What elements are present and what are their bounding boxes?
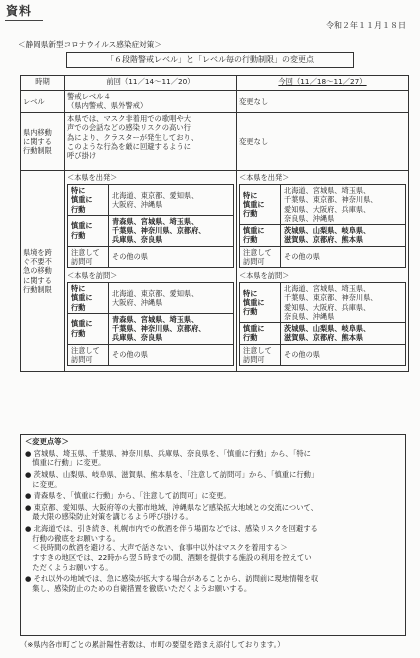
- text-line: 行動: [71, 204, 86, 214]
- text-line: 青森県、宮城県、埼玉県、: [112, 314, 199, 324]
- restriction-row: [240, 283, 406, 323]
- restriction-level-label: [240, 344, 281, 365]
- text-line: 訪問可: [243, 256, 265, 266]
- changes-title: ＜変更点等＞: [25, 437, 69, 446]
- level-label: レベル: [21, 91, 65, 113]
- text-line: 愛知県、大阪府、兵庫県、: [284, 302, 371, 312]
- change-item-line: ただくようお願いする。: [25, 562, 113, 572]
- prefecture-list: [109, 185, 234, 216]
- restriction-level-label: [68, 313, 109, 344]
- restriction-row: [68, 313, 234, 344]
- text-line: 千葉県、東京都、神奈川県、: [284, 293, 378, 303]
- text-line: 特に: [243, 288, 258, 298]
- cross-prefecture-row: [21, 171, 409, 372]
- restriction-row: [240, 344, 406, 365]
- text-line: 慎重に: [71, 195, 93, 205]
- restriction-level-label: [68, 283, 109, 314]
- change-item: [25, 449, 401, 468]
- restriction-level-label: [240, 225, 281, 246]
- prefecture-list: [109, 344, 234, 365]
- text-line: 県境を跨: [23, 247, 52, 257]
- text-line: その他の県: [112, 252, 148, 262]
- prev-visit-table: [67, 282, 234, 366]
- text-line: 大阪府、沖縄県: [112, 298, 163, 308]
- change-item-line: ● 宮城県、埼玉県、千葉県、神奈川県、兵庫県、奈良県を、「慎重に行動」から、「特に: [25, 448, 311, 458]
- prefecture-list: [109, 215, 234, 246]
- text-line: 注意して: [243, 247, 272, 257]
- change-item-line: ● 東京都、愛知県、大阪府等の大都市地域、沖縄県など感染拡大地域との交流について、: [25, 502, 318, 512]
- text-line: 特に: [243, 190, 258, 200]
- text-line: 行動: [71, 328, 86, 338]
- text-line: に関する: [23, 275, 52, 285]
- change-item: [25, 470, 401, 489]
- now-departure-heading: ＜本県を出発＞: [239, 173, 290, 182]
- change-item-line: ● 青森県を、「慎重に行動」から、「注意して訪問可」に変更。: [25, 491, 231, 501]
- text-line: 行動制限: [23, 146, 52, 156]
- change-item: [25, 574, 401, 593]
- prev-departure-heading: ＜本県を出発＞: [67, 173, 118, 182]
- level-row: [21, 91, 409, 113]
- change-item-line: 慎重に行動」に変更。: [25, 458, 106, 468]
- change-item-line: に変更。: [25, 479, 62, 489]
- restriction-row: [68, 344, 234, 365]
- prefecture-list: [281, 283, 406, 323]
- prefecture-list: [281, 344, 406, 365]
- text-line: 行動: [243, 333, 258, 343]
- restriction-row: [240, 323, 406, 344]
- prefecture-list: [281, 323, 406, 344]
- text-line: 特に: [71, 186, 86, 196]
- text-line: 行動: [243, 307, 258, 317]
- text-line: 大阪府、沖縄県: [112, 200, 163, 210]
- text-line: このような行為を厳に回避するように: [67, 141, 192, 151]
- movement-previous: [65, 113, 237, 171]
- comparison-table: [20, 75, 409, 372]
- text-line: 慎重に: [71, 293, 93, 303]
- text-line: 奈良県、沖縄県: [284, 311, 335, 321]
- text-line: 訪問可: [71, 354, 93, 364]
- text-line: 北海道、東京都、愛知県、: [112, 288, 199, 298]
- level-previous: [65, 91, 237, 113]
- changes-list: [25, 449, 401, 594]
- stamp-label: 資料: [6, 4, 33, 18]
- prev-departure-table: [67, 184, 234, 268]
- text-line: 注意して: [243, 345, 272, 355]
- text-line: 行動制限: [23, 284, 52, 294]
- text-line: 慎重に: [71, 221, 93, 231]
- text-line: 慎重に: [243, 226, 265, 236]
- text-line: その他の県: [284, 252, 320, 262]
- cross-previous-cell: [65, 171, 237, 372]
- text-line: 警戒レベル４: [67, 92, 111, 101]
- text-line: 北海道、宮城県、埼玉県、: [284, 186, 371, 196]
- prefecture-list: [281, 185, 406, 225]
- header-current: 今回（11／18～11／27）: [237, 76, 409, 91]
- text-line: 訪問可: [243, 354, 265, 364]
- change-item: [25, 491, 401, 501]
- change-item-line: ● それ以外の地域では、急に感染が拡大する場合があることから、訪問前に現地情報を収: [25, 574, 319, 584]
- text-line: 行動: [243, 209, 258, 219]
- text-line: 滋賀県、京都府、熊本県: [284, 333, 364, 343]
- text-line: 兵庫県、奈良県: [112, 333, 163, 343]
- text-line: 茨城県、山梨県、岐阜県、: [284, 324, 371, 334]
- text-line: 県内移動: [23, 127, 52, 137]
- footnote: （※県内各市町ごとの累計陽性者数は、市町の要望を踏まえ添付しております。）: [20, 640, 285, 649]
- text-line: 滋賀県、京都府、熊本県: [284, 235, 364, 245]
- text-line: 北海道、宮城県、埼玉県、: [284, 284, 371, 294]
- change-item-line: ● 茨城県、山梨県、岐阜県、滋賀県、熊本県を、「注意して訪問可」から、「慎重に行動」: [25, 469, 319, 479]
- stamp-underline: [5, 20, 43, 21]
- now-visit-table: [239, 282, 406, 366]
- text-line: 奈良県、沖縄県: [284, 213, 335, 223]
- restriction-row: [240, 185, 406, 225]
- text-line: 慎重に: [71, 319, 93, 329]
- document-date: 令和２年１１月１８日: [326, 21, 406, 30]
- text-line: 特に: [71, 284, 86, 294]
- restriction-row: [68, 185, 234, 216]
- restriction-row: [68, 283, 234, 314]
- restriction-level-label: [240, 246, 281, 267]
- restriction-level-label: [68, 246, 109, 267]
- text-line: 声での会話などの感染リスクの高い行: [67, 123, 191, 133]
- restriction-level-label: [68, 215, 109, 246]
- text-line: 千葉県、神奈川県、京都府、: [112, 324, 206, 334]
- changes-box: [20, 434, 406, 636]
- change-item-line: 行動の徹底をお願いする。: [25, 533, 120, 543]
- now-departure-table: [239, 184, 406, 268]
- text-line: 慎重に: [243, 200, 265, 210]
- movement-current: 変更なし: [237, 113, 409, 171]
- text-line: 行動: [243, 235, 258, 245]
- change-item-line: ＜長時間の飲酒を避ける、大声で話さない、食事中以外はマスクを着用する＞: [25, 543, 288, 553]
- restriction-row: [68, 215, 234, 246]
- text-line: 注意して: [71, 345, 100, 355]
- change-item-line: すすきの地区では、22時から翌５時までの間、酒類を提供する施設の利用を控えてい: [25, 552, 312, 562]
- text-line: 慎重に: [243, 324, 265, 334]
- text-line: 為により、クラスターが発生しており、: [67, 132, 199, 142]
- table-header-row: [21, 76, 409, 91]
- restriction-row: [68, 246, 234, 267]
- prefecture-list: [281, 225, 406, 246]
- text-line: 訪問可: [71, 256, 93, 266]
- text-line: 茨城県、山梨県、岐阜県、: [284, 226, 371, 236]
- text-line: その他の県: [284, 350, 320, 360]
- text-line: （県内警戒、県外警戒）: [67, 101, 148, 111]
- prefecture-list: [109, 313, 234, 344]
- restriction-level-label: [68, 344, 109, 365]
- header-previous: 前回（11／14～11／20）: [65, 76, 237, 91]
- text-line: に関する: [23, 136, 52, 146]
- text-line: 行動: [71, 302, 86, 312]
- text-line: 慎重に: [243, 298, 265, 308]
- now-visit-heading: ＜本県を訪問＞: [239, 270, 290, 280]
- change-item: [25, 524, 401, 572]
- prefecture-list: [109, 283, 234, 314]
- text-line: 急の移動: [23, 266, 52, 276]
- prefecture-list: [109, 246, 234, 267]
- movement-row: [21, 113, 409, 171]
- change-item-line: 最大限の感染防止対策を講じるよう呼び掛ける。: [25, 512, 193, 522]
- text-line: 行動: [71, 230, 86, 240]
- change-item-line: ● 北海道では、引き続き、札幌市内での飲酒を伴う場面などでは、感染リスクを回避する: [25, 524, 318, 533]
- document-title: 「６段階警戒レベル」と「レベル毎の行動制限」の変更点: [66, 52, 354, 68]
- cross-prefecture-label: [21, 171, 65, 372]
- restriction-level-label: [240, 283, 281, 323]
- level-current: 変更なし: [237, 91, 409, 113]
- document-subtitle: ＜静岡県新型コロナウイルス感染症対策＞: [18, 40, 162, 49]
- text-line: 千葉県、東京都、神奈川県、: [284, 195, 378, 205]
- movement-label: [21, 113, 65, 171]
- text-line: その他の県: [112, 350, 148, 360]
- prev-visit-heading: ＜本県を訪問＞: [67, 270, 118, 280]
- restriction-row: [240, 246, 406, 267]
- change-item: [25, 503, 401, 522]
- text-line: 兵庫県、奈良県: [112, 235, 163, 245]
- change-item-line: 集し、感染防止のための自衛措置を徹底いただくようお願いする。: [25, 583, 252, 593]
- text-line: 北海道、東京都、愛知県、: [112, 190, 199, 200]
- text-line: 愛知県、大阪府、兵庫県、: [284, 204, 371, 214]
- text-line: 本県では、マスク非着用での歌唱や大: [67, 114, 192, 123]
- text-line: 青森県、宮城県、埼玉県、: [112, 216, 199, 226]
- restriction-level-label: [240, 323, 281, 344]
- restriction-level-label: [68, 185, 109, 216]
- text-line: 千葉県、神奈川県、京都府、: [112, 226, 206, 236]
- text-line: ぐ不要不: [23, 257, 52, 267]
- text-line: 呼び掛け: [67, 151, 97, 161]
- restriction-row: [240, 225, 406, 246]
- text-line: 注意して: [71, 247, 100, 257]
- cross-current-cell: [237, 171, 409, 372]
- restriction-level-label: [240, 185, 281, 225]
- prefecture-list: [281, 246, 406, 267]
- header-period: 時期: [21, 76, 65, 91]
